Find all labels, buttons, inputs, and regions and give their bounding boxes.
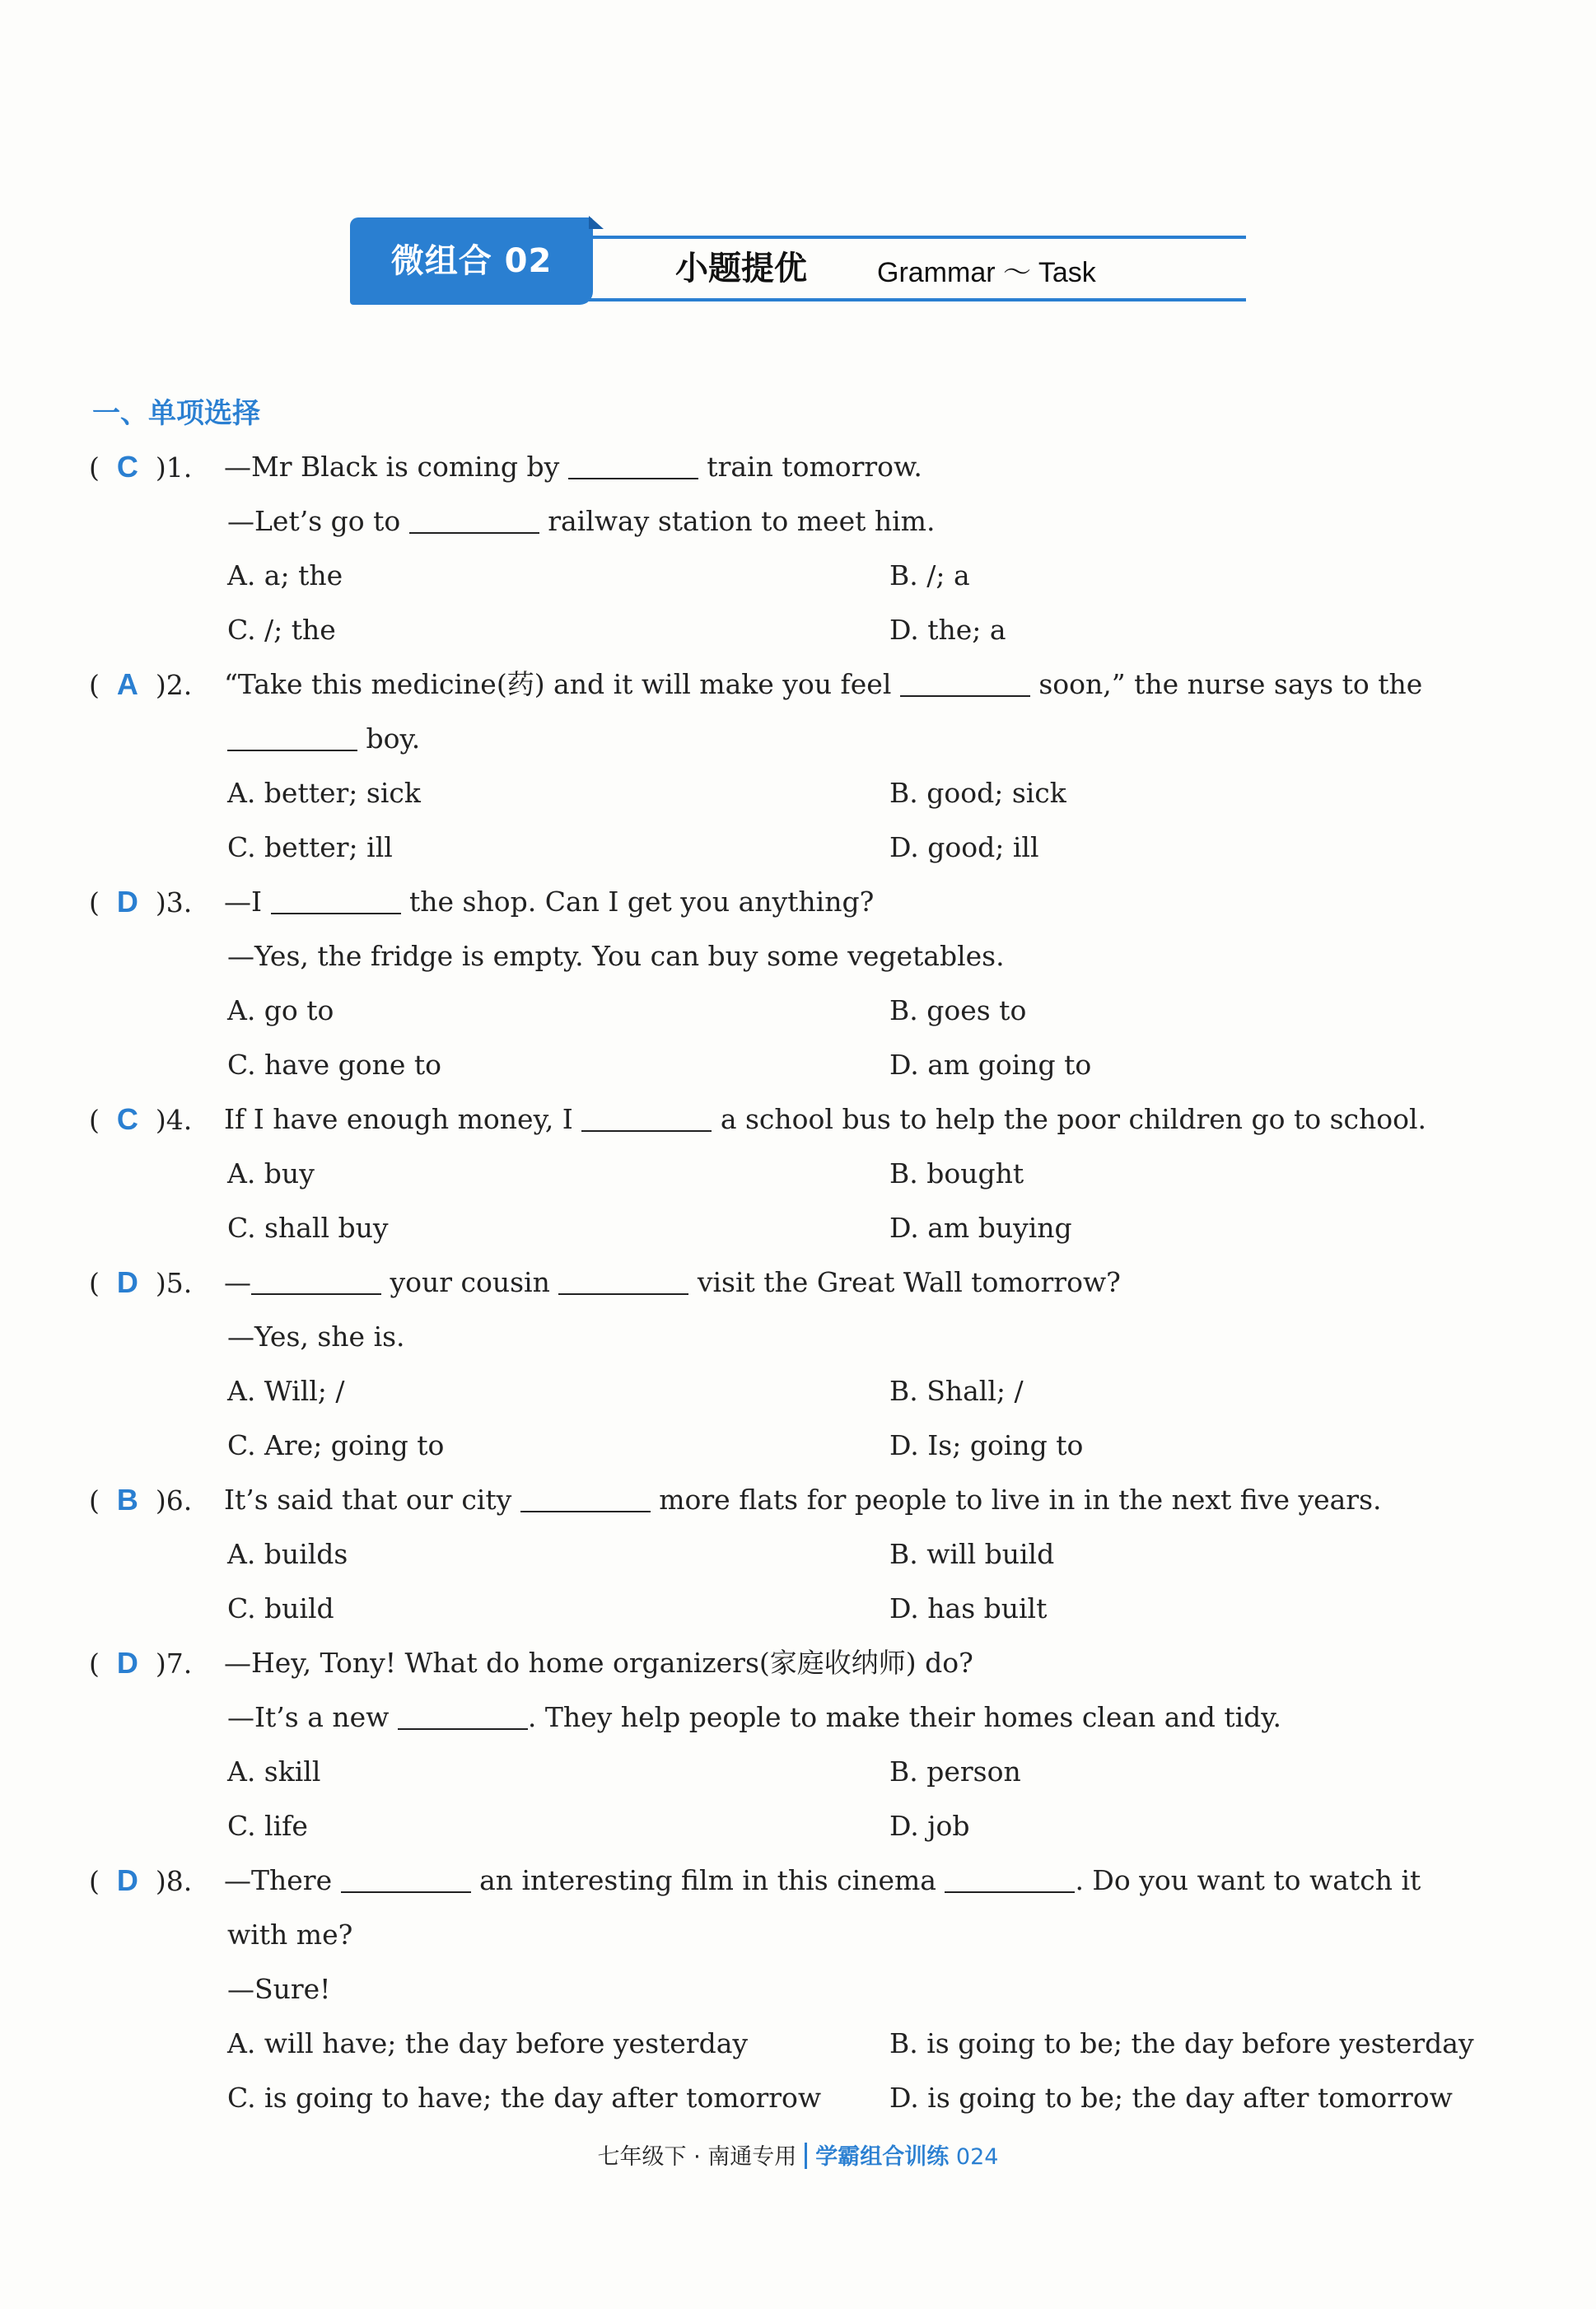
option-c[interactable]: C. better; ill [227,831,393,863]
question-stem-line2: —Yes, the fridge is empty. You can buy some vegetables. [227,940,1005,972]
option-c[interactable]: C. build [227,1592,334,1624]
answer: D [116,1265,138,1299]
blank[interactable] [251,1269,381,1295]
option-c[interactable]: C. have gone to [227,1049,442,1081]
question-stem-line2: —Yes, she is. [227,1320,405,1353]
question-number: )8. [155,1865,193,1897]
question-number: )6. [155,1484,193,1517]
stem-text: boy. [357,722,421,755]
question-stem-line2 [227,721,420,757]
answer-bracket: ( D )7. [89,1646,193,1680]
blank[interactable] [409,507,539,534]
option-c[interactable]: C. life [227,1810,308,1842]
answer-bracket: ( D )5. [89,1265,193,1299]
option-b[interactable]: B. good; sick [889,777,1066,809]
question-stem [224,1482,1382,1518]
option-a[interactable]: A. go to [227,994,334,1026]
blank[interactable] [520,1486,651,1512]
header-title: 小题提优 [675,250,807,287]
footer-brand: 学霸组合训练 [815,2144,950,2170]
stem-text: train tomorrow. [698,451,922,483]
stem-text: It’s said that our city [224,1484,520,1516]
question-number: )1. [155,451,193,484]
combo-badge: 微组合 02 [350,217,593,305]
blank[interactable] [398,1704,528,1730]
answer: A [116,667,138,701]
footer-divider [805,2143,807,2169]
option-d[interactable]: D. Is; going to [889,1429,1084,1461]
option-c[interactable]: C. is going to have; the day after tomorrow [227,2082,822,2114]
question-number: )3. [155,886,193,918]
section-header [350,216,1246,308]
stem-text: the shop. Can I get you anything? [400,886,875,918]
question-stem-line2: with me? [227,1919,353,1951]
answer-bracket: ( D )3. [89,885,193,918]
option-b[interactable]: B. bought [889,1157,1024,1190]
stem-text: — [224,1266,251,1298]
header-rule-bottom [589,298,1246,301]
answer-bracket: ( C )1. [89,450,193,484]
blank[interactable] [227,725,357,751]
answer: B [116,1483,138,1517]
stem-text: —I [224,886,271,918]
option-b[interactable]: B. is going to be; the day before yesterday [889,2027,1474,2059]
option-b[interactable]: B. person [889,1755,1021,1788]
question-stem-line2 [227,1699,1281,1736]
option-b[interactable]: B. /; a [889,559,970,591]
question-stem [224,1863,1421,1899]
question-stem [224,1101,1426,1138]
question-stem [224,666,1422,703]
answer-bracket: ( B )6. [89,1483,193,1517]
stem-text: —Let’s go to [227,505,409,537]
blank[interactable] [900,671,1030,697]
question-stem-line3: —Sure! [227,1973,331,2005]
stem-text: your cousin [381,1266,559,1298]
option-c[interactable]: C. /; the [227,614,336,646]
option-d[interactable]: D. the; a [889,614,1006,646]
stem-text: an interesting film in this cinema [470,1864,945,1896]
answer-bracket: ( D )8. [89,1863,193,1897]
option-c[interactable]: C. shall buy [227,1212,389,1244]
stem-text: a school bus to help the poor children go to school. [712,1103,1427,1135]
stem-text: —It’s a new [227,1701,398,1733]
option-c[interactable]: C. Are; going to [227,1429,445,1461]
answer: D [116,1863,138,1897]
option-d[interactable]: D. job [889,1810,970,1842]
stem-text: railway station to meet him. [539,505,936,537]
blank[interactable] [568,453,698,479]
option-b[interactable]: B. Shall; / [889,1375,1024,1407]
option-b[interactable]: B. goes to [889,994,1027,1026]
answer: C [116,1102,138,1136]
option-a[interactable]: A. skill [227,1755,321,1788]
stem-text: soon,” the nurse says to the [1029,668,1423,700]
blank[interactable] [581,1105,712,1132]
option-d[interactable]: D. good; ill [889,831,1039,863]
option-a[interactable]: A. will have; the day before yesterday [227,2027,749,2059]
question-stem-line2 [227,503,935,540]
header-subtitle: Grammar ～ Task [877,257,1096,288]
stem-text: . Do you want to watch it [1075,1864,1421,1896]
stem-text: —Mr Black is coming by [224,451,568,483]
blank[interactable] [945,1867,1075,1893]
option-d[interactable]: D. am going to [889,1049,1092,1081]
option-a[interactable]: A. better; sick [227,777,421,809]
option-a[interactable]: A. Will; / [227,1375,345,1407]
header-rule-top [589,236,1246,239]
stem-text: If I have enough money, I [224,1103,582,1135]
stem-text: visit the Great Wall tomorrow? [688,1266,1121,1298]
answer: D [116,1646,138,1680]
question-number: )5. [155,1267,193,1299]
answer-bracket: ( C )4. [89,1102,193,1136]
badge-tab [589,216,604,229]
question-stem [224,1264,1121,1301]
page-footer [0,2138,1596,2171]
option-d[interactable]: D. is going to be; the day after tomorrow [889,2082,1453,2114]
stem-text: more flats for people to live in in the next five years. [650,1484,1382,1516]
option-d[interactable]: D. am buying [889,1212,1072,1244]
stem-text: —There [224,1864,341,1896]
stem-text: . They help people to make their homes clean and tidy. [527,1701,1282,1733]
answer: D [116,885,138,918]
option-b[interactable]: B. will build [889,1538,1055,1570]
question-number: )4. [155,1104,193,1136]
blank[interactable] [271,888,401,914]
option-d[interactable]: D. has built [889,1592,1048,1624]
blank[interactable] [341,1867,471,1893]
question-stem [224,884,874,920]
question-stem: —Hey, Tony! What do home organizers(家庭收纳师) do? [224,1647,973,1679]
option-a[interactable]: A. builds [227,1538,348,1570]
blank[interactable] [558,1269,688,1295]
answer: C [116,450,138,484]
stem-text: “Take this medicine(药) and it will make you feel [224,668,900,700]
question-stem [224,449,922,485]
question-number: )2. [155,669,193,701]
question-number: )7. [155,1648,193,1680]
answer-bracket: ( A )2. [89,667,193,701]
option-a[interactable]: A. buy [227,1157,315,1190]
footer-grade: 七年级下 · 南通专用 [597,2144,797,2170]
section-title: 一、单项选择 [92,397,260,430]
option-a[interactable]: A. a; the [227,559,343,591]
page-number: 024 [955,2144,999,2170]
